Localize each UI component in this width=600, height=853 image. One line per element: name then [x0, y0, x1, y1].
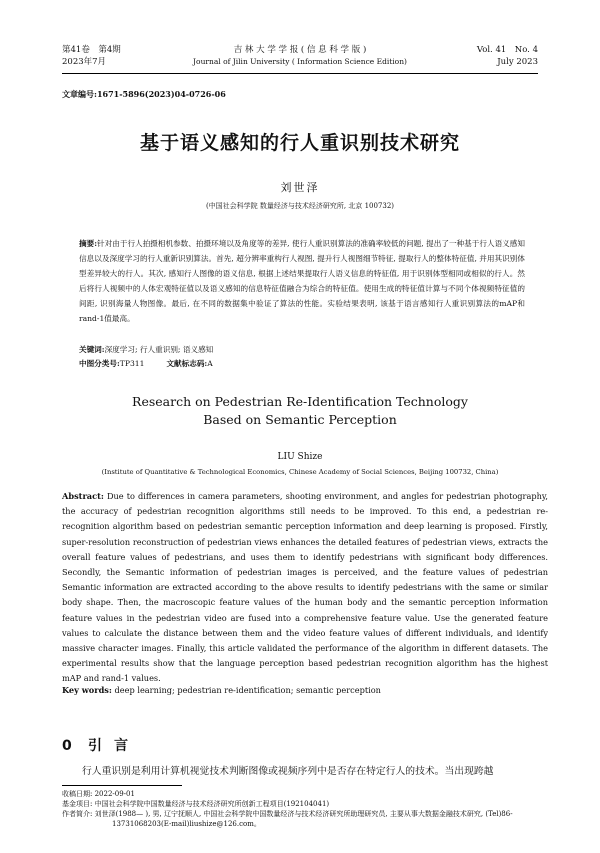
introduction-first-line: 行人重识别是利用计算机视觉技术判断图像或视频序列中是否存在特定行人的技术。当出现跨越 — [82, 766, 494, 777]
clc-value: TP311 — [119, 359, 145, 368]
header-date-en: July 2023 — [497, 57, 538, 67]
title-english-line2: Based on Semantic Perception — [203, 412, 397, 427]
abstract-chinese-label: 摘要: — [79, 239, 98, 248]
footnote-received: 收稿日期: 2022-09-01 — [62, 790, 135, 798]
abstract-chinese — [79, 236, 525, 326]
author-english: LIU Shize — [277, 452, 323, 462]
header-right — [477, 44, 538, 68]
footnote-funding: 基金项目: 中国社会科学院中国数量经济与技术经济研究所创新工程项目(192104041) — [62, 800, 330, 808]
section-number: 0 — [62, 738, 72, 754]
header-journal-zh: 吉 林 大 学 学 报 ( 信 息 科 学 版 ) — [233, 45, 367, 55]
doc-code-label: 文献标志码: — [166, 359, 208, 368]
title-chinese: 基于语义感知的行人重识别技术研究 — [139, 132, 460, 154]
affiliation-english: (Institute of Quantitative & Technological Economics, Chinese Academy of Social Sciences, Beijing 100732, China) — [101, 468, 499, 476]
running-header — [62, 44, 538, 74]
section-title: 引言 — [88, 738, 140, 754]
doc-code-value: A — [207, 359, 213, 368]
keywords-english-label: Key words: — [62, 685, 112, 695]
title-english-line1: Research on Pedestrian Re-Identification Technology — [132, 394, 468, 409]
article-number: 文章编号:1671-5896(2023)04-0726-06 — [62, 89, 226, 99]
footnote-contact: 13731068203(E-mail)liushize@126.com。 — [112, 820, 261, 828]
header-journal-en: Journal of Jilin University ( Information Science Edition) — [193, 57, 407, 66]
section-heading-introduction — [62, 735, 140, 755]
footnote-divider — [62, 785, 182, 786]
keywords-chinese — [79, 344, 525, 355]
keywords-chinese-label: 关键词: — [79, 345, 105, 354]
clc-label: 中图分类号: — [79, 359, 120, 368]
footnote-author-bio: 作者简介: 刘世泽(1988— ), 男, 辽宁抚顺人, 中国社会科学院中国数量经济与技术经济研究所助理研究员, 主要从事大数据金融技术研究, (Tel)86- — [62, 810, 513, 818]
keywords-english — [62, 685, 548, 695]
header-vol-issue-en: Vol. 41 No. 4 — [476, 45, 538, 55]
keywords-chinese-text: 深度学习; 行人重识别; 语义感知 — [104, 345, 214, 354]
header-center — [62, 44, 538, 68]
abstract-chinese-text: 针对由于行人拍摄相机参数、拍摄环境以及角度等的差异, 使行人重识别算法的准确率较低的问题, 提出了一种基于行人语义感知信息以及深度学习的行人重新识别算法。首先, 超分辨率重构行人视图, 提升行人视图细节特征, 提取行人的整体特征值, 并用其识别体型差异较大的行人。其次, 感知行人图像的语义信息, 根据上述结果提取行人语义信息的特征值, 用于识别体型相同或相似的行人。然后将行人视频中的人体宏观特征值以及语义感知的信息特征值融合为综合的特征值。使用生成的特征值计算与不同个体视频特征值的间距, 识别海量人物图像。最后, 在不同的数据集中验证了算法的性能。实验结果表明, 该基于语言感知行人重识别算法的mAP和rand-1值最高。 — [79, 239, 525, 323]
classification-chinese — [79, 358, 525, 369]
abstract-english — [62, 489, 548, 687]
author-chinese: 刘世泽 — [280, 181, 320, 194]
abstract-english-text: Due to differences in camera parameters, shooting environment, and angles for pedestrian photography, the accuracy of pedestrian recognition algorithms still needs to be improved. To this end, a pedestrian re-recognition algorithm based on pedestrian semantic perception information and deep learning is proposed. Firstly, super-resolution reconstruction of pedestrian views enhances the detailed features of pedestrian views, extracts the overall feature values of pedestrians, and uses them to identify pedestrians with significant body differences. Secondly, the Semantic information of pedestrian images is perceived, and the feature values of pedestrian Semantic information are extracted according to the above results to identify pedestrians with the same or similar body shape. Then, the macroscopic feature values of the human body and the semantic perception information feature values in the pedestrian video are fused into a comprehensive feature value. Use the generated feature values to calculate the distance between them and the video feature values of different individuals, and identify massive character images. Finally, this article validated the performance of the algorithm in different datasets. The experimental results show that the language perception based pedestrian recognition algorithm has the highest mAP and rand-1 values. — [62, 491, 548, 684]
abstract-english-label: Abstract: — [62, 491, 104, 501]
title-english — [0, 393, 600, 429]
affiliation-chinese: (中国社会科学院 数量经济与技术经济研究所, 北京 100732) — [205, 202, 395, 210]
header-date-zh: 2023年7月 — [62, 57, 107, 67]
keywords-english-text: deep learning; pedestrian re-identification; semantic perception — [114, 685, 381, 695]
header-vol-issue-zh: 第41卷 第4期 — [62, 45, 121, 55]
